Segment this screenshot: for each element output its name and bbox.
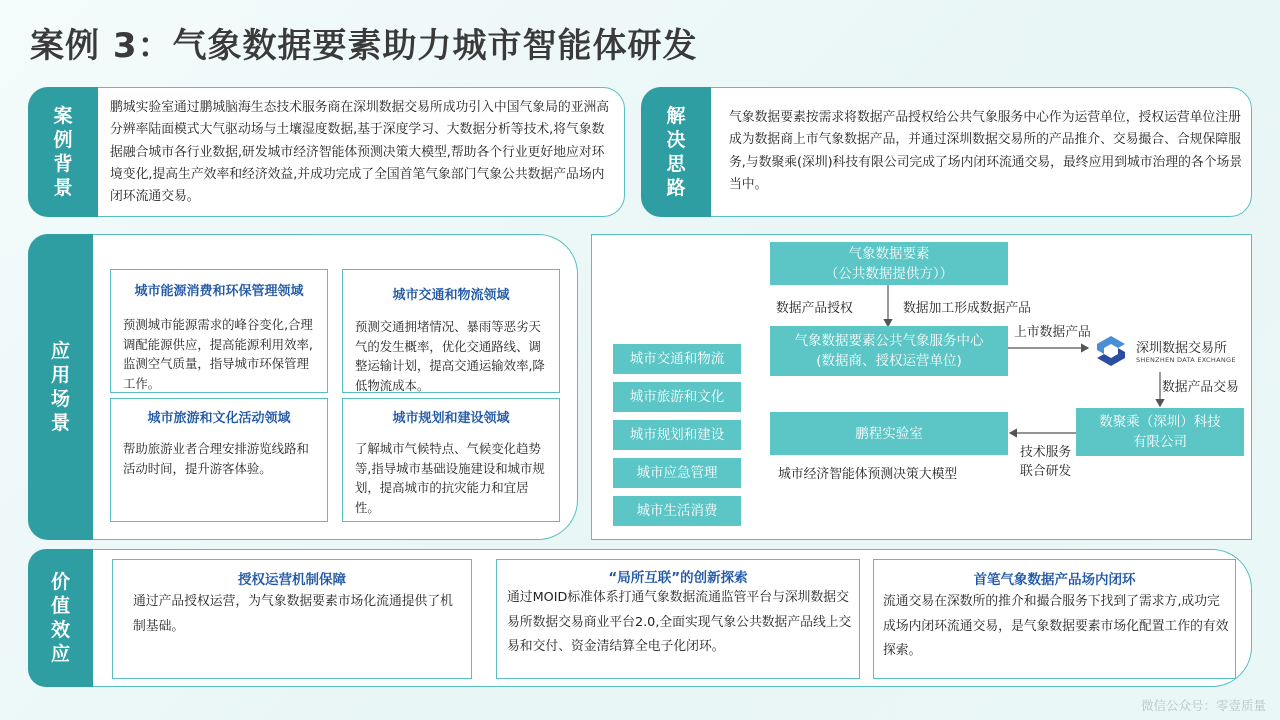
scenario-text: 了解城市气候特点、气候变化趋势等,指导城市基础设施建设和城市规划，提高城市的抗灾能力和宜居性。 — [355, 441, 545, 515]
lab-box: 鹏程实验室 — [770, 412, 1008, 455]
company-box: 数聚乘（深圳）科技 有限公司 — [1076, 408, 1244, 456]
label-listing: 上市数据产品 — [1014, 325, 1091, 340]
scene-tag-tourism: 城市旅游和文化 — [613, 382, 741, 412]
scenario-title: 城市能源消费和环保管理领域 — [134, 284, 304, 299]
label-model: 城市经济智能体预测决策大模型 — [778, 467, 958, 482]
scenario-title: 城市交通和物流领域 — [392, 288, 510, 303]
solution-tag: 解决思路 — [641, 87, 711, 217]
value-text: 流通交易在深数所的推介和撮合服务下找到了需求方,成功完成场内闭环流通交易，是气象数据要素市场化配置工作的有效探索。 — [883, 594, 1229, 658]
label-joint-rd: 联合研发 — [1020, 464, 1072, 479]
scenario-box-planning — [342, 398, 560, 522]
scenario-title: 城市规划和建设领域 — [392, 411, 510, 426]
value-title: 授权运营机制保障 — [238, 572, 346, 588]
scenario-text: 帮助旅游业者合理安排游览线路和活动时间，提升游客体验。 — [123, 441, 309, 476]
value-box-first-trade — [873, 559, 1236, 679]
value-title: “局所互联”的创新探索 — [608, 570, 748, 586]
background-tag: 案例背景 — [28, 87, 98, 217]
label-trade: 数据产品交易 — [1162, 380, 1239, 395]
element-box: 气象数据要素 （公共数据提供方）） — [770, 242, 1008, 285]
value-title: 首笔气象数据产品场内闭环 — [973, 572, 1136, 588]
value-box-authorization — [112, 559, 472, 679]
scenario-title: 城市旅游和文化活动领域 — [147, 411, 291, 426]
value-text: 通过产品授权运营，为气象数据要素市场化流通提供了机制基础。 — [133, 594, 453, 634]
scene-tag-planning: 城市规划和建设 — [613, 420, 741, 450]
scenario-box-energy — [110, 269, 328, 393]
value-text: 通过MOID标准体系打通气象数据流通监管平台与深圳数据交易所数据交易商业平台2.0,全面实现气象公共数据产品线上交易和交付、资金清结算全电子化闭环。 — [507, 590, 852, 654]
label-tech-service: 技术服务 — [1020, 445, 1072, 460]
label-authorize: 数据产品授权 — [776, 301, 853, 316]
center-box: 气象数据要素公共气象服务中心 (数据商、授权运营单位) — [770, 326, 1008, 376]
scene-tag-consumption: 城市生活消费 — [613, 496, 741, 526]
scene-tag-traffic: 城市交通和物流 — [613, 344, 741, 374]
background-text: 鹏城实验室通过鹏城脑海生态技术服务商在深圳数据交易所成功引入中国气象局的亚洲高分辨率陆面模式大气驱动场与土壤湿度数据,基于深度学习、大数据分析等技术,将气象数据融合城市各行业数据,研发城市经济智能体预测决策大模型,帮助各个行业更好地应对环境变化,提高生产效率和经济效益,并成功完成了全国首笔气象部门气象公共数据产品场内闭环流通交易。 — [110, 100, 610, 205]
scene-tag-emergency: 城市应急管理 — [613, 458, 741, 488]
exchange-name: 深圳数据交易所 — [1136, 341, 1228, 356]
scenario-text: 预测交通拥堵情况、暴雨等恶劣天气的发生概率，优化交通路线、调整运输计划，提高交通运输效率,降低物流成本。 — [355, 319, 545, 393]
application-tag: 应用场景 — [28, 234, 93, 540]
exchange-en: SHENZHEN DATA EXCHANGE — [1136, 356, 1236, 364]
value-tag: 价值效应 — [28, 549, 93, 687]
value-box-innovation — [496, 559, 860, 679]
scenario-text: 预测城市能源需求的峰谷变化,合理调配能源供应，提高能源利用效率,监测空气质量，指导城市环保管理工作。 — [123, 317, 313, 391]
label-process: 数据加工形成数据产品 — [903, 301, 1031, 316]
exchange-logo-icon — [1094, 334, 1128, 368]
page-title: 案例 3：气象数据要素助力城市智能体研发 — [30, 26, 698, 66]
scenario-box-tourism — [110, 398, 328, 522]
solution-text: 气象数据要素按需求将数据产品授权给公共气象服务中心作为运营单位，授权运营单位注册成为数据商上市气象数据产品，并通过深圳数据交易所的产品推介、交易撮合、合规保障服务,与数聚乘(深圳)科技有限公司完成了场内闭环流通交易，最终应用到城市治理的各个场景当中。 — [729, 110, 1243, 192]
watermark: 微信公众号：零壹质量 — [1140, 698, 1266, 713]
scenario-box-traffic — [342, 269, 560, 393]
exchange-logo — [1094, 332, 1244, 372]
